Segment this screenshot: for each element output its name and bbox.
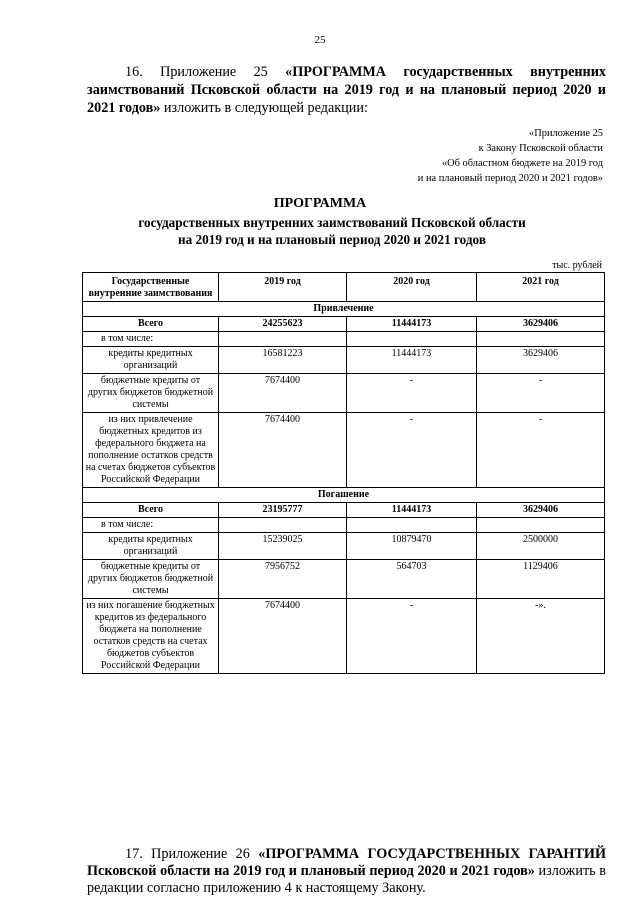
value-2021: 3629406 <box>477 347 605 374</box>
table-row <box>83 599 605 674</box>
table-row <box>83 560 605 599</box>
paragraph-17-tail: изложить в редакции согласно приложению 4 к настоящему Закону. <box>87 863 607 896</box>
borrowings-table <box>82 272 605 674</box>
value-2021: -». <box>477 599 605 674</box>
value-2019: 15239025 <box>219 533 347 560</box>
paragraph-16-lead: 16. Приложение 25 <box>125 64 286 80</box>
paragraph-16-bold: «ПРОГРАММА государственных внутренних заимствований Псковской области на 2019 год и на плановый период 2020 и 2021 годов» <box>87 64 606 116</box>
value-2019: 7956752 <box>219 560 347 599</box>
table-header-row <box>83 273 605 302</box>
value-2021: - <box>477 413 605 488</box>
paragraph-16 <box>87 63 606 117</box>
table-row <box>83 374 605 413</box>
value-2019: 24255623 <box>219 317 347 332</box>
table-row <box>83 347 605 374</box>
value-2020: - <box>347 599 477 674</box>
row-label: из них привлечение бюджетных кредитов из федерального бюджета на пополнение остатков средств на счетах бюджетов субъектов Российской Федерации <box>83 413 219 488</box>
appendix-note-line: к Закону Псковской области <box>478 143 603 154</box>
table-row <box>83 413 605 488</box>
value-2020: - <box>347 374 477 413</box>
row-label: кредиты кредитных организаций <box>83 347 219 374</box>
value-2021: 3629406 <box>477 317 605 332</box>
value-2020: 10879470 <box>347 533 477 560</box>
appendix-note-line: и на плановый период 2020 и 2021 годов» <box>417 173 603 184</box>
value-2020: - <box>347 413 477 488</box>
value-2019: 16581223 <box>219 347 347 374</box>
paragraph-17-lead: 17. Приложение 26 <box>125 846 259 862</box>
row-label: Всего <box>83 503 219 518</box>
section-title: Погашение <box>83 488 605 503</box>
value-2021: 3629406 <box>477 503 605 518</box>
program-subtitle <box>82 214 582 248</box>
program-subtitle-line1: государственных внутренних заимствований Псковской области <box>138 215 526 230</box>
table-row <box>83 518 605 533</box>
page-number: 25 <box>314 34 326 46</box>
value-2020: 11444173 <box>347 503 477 518</box>
appendix-note-line: «Об областном бюджете на 2019 год <box>441 158 603 169</box>
value-2019: 23195777 <box>219 503 347 518</box>
appendix-note <box>300 126 603 186</box>
paragraph-17-bold: «ПРОГРАММА ГОСУДАРСТВЕННЫХ ГАРАНТИЙ Псковской области на 2019 год и плановый период 2020 и 2021 годов» <box>87 846 606 879</box>
program-subtitle-line2: на 2019 год и на плановый период 2020 и 2021 годов <box>178 232 486 247</box>
appendix-note-line: «Приложение 25 <box>529 128 603 139</box>
value-2021: 2500000 <box>477 533 605 560</box>
table-row <box>83 533 605 560</box>
value-2019: 7674400 <box>219 374 347 413</box>
table-row <box>83 332 605 347</box>
units-label: тыс. рублей <box>552 260 602 271</box>
value-2019: 7674400 <box>219 413 347 488</box>
table-row <box>83 503 605 518</box>
value-2019: 7674400 <box>219 599 347 674</box>
row-label: бюджетные кредиты от других бюджетов бюджетной системы <box>83 374 219 413</box>
value-2020: 11444173 <box>347 347 477 374</box>
paragraph-16-tail: изложить в следующей редакции: <box>160 100 368 116</box>
section-row-repayment <box>83 488 605 503</box>
row-label: бюджетные кредиты от других бюджетов бюджетной системы <box>83 560 219 599</box>
row-label: Всего <box>83 317 219 332</box>
header-2021: 2021 год <box>477 273 605 302</box>
header-2019: 2019 год <box>219 273 347 302</box>
header-2020: 2020 год <box>347 273 477 302</box>
header-borrowings: Государственные внутренние заимствования <box>83 273 219 302</box>
value-2020: 11444173 <box>347 317 477 332</box>
table-row <box>83 317 605 332</box>
value-2021: - <box>477 374 605 413</box>
section-title: Привлечение <box>83 302 605 317</box>
program-title: ПРОГРАММА <box>273 196 367 211</box>
paragraph-17 <box>87 846 606 897</box>
value-2020: 564703 <box>347 560 477 599</box>
row-label: кредиты кредитных организаций <box>83 533 219 560</box>
section-row-attraction <box>83 302 605 317</box>
value-2021: 1129406 <box>477 560 605 599</box>
row-label: из них погашение бюджетных кредитов из федерального бюджета на пополнение остатков средств на счетах бюджетов субъектов Российской Федерации <box>83 599 219 674</box>
including-label: в том числе: <box>83 332 219 347</box>
including-label: в том числе: <box>83 518 219 533</box>
